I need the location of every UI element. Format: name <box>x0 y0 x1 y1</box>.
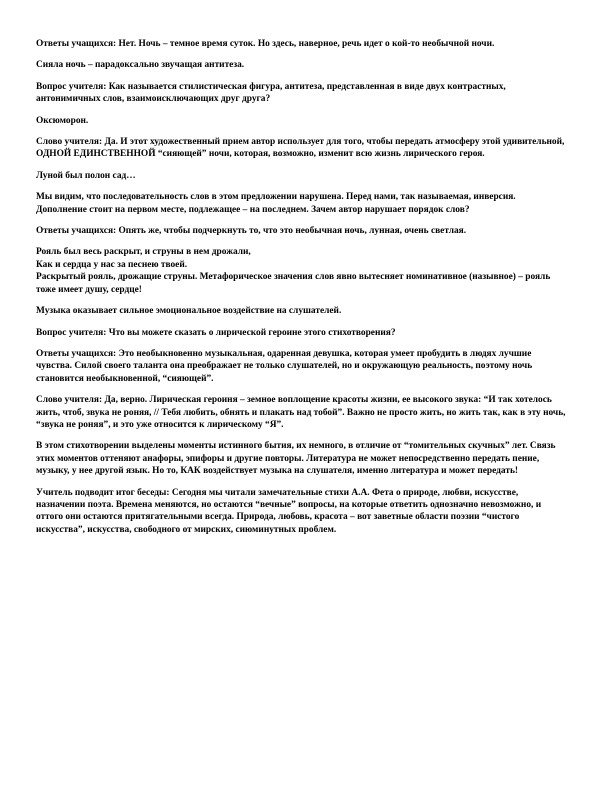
paragraph-teacher-question-figure: Вопрос учителя: Как называется стилистическая фигура, антитеза, представленная в виде двух контрастных, антонимичных слов, взаимоисключающих друг друга? <box>36 81 506 105</box>
paragraph-teacher-question-heroine: Вопрос учителя: Что вы можете сказать о лирической героине этого стихотворения? <box>36 327 396 338</box>
verse-line: Рояль был весь раскрыт, и струны в нем дрожали, <box>36 247 251 258</box>
paragraph-true-moments: В этом стихотворении выделены моменты истинного бытия, их немного, в отличие от “томительных скучных” лет. Связь этих моментов оттеняют анафоры, эпифоры и другие повторы. Литература не может непосредственно передать пение, музыку, у нее другой язык. Но то, КАК воздействует музыка на слушателя, именно литература и может передать! <box>36 441 556 477</box>
paragraph-teacher-word-device: Слово учителя: Да. И этот художественный прием автор использует для того, чтобы передать атмосферу этой удивительной, ОДНОЙ ЕДИНСТВЕННОЙ “сияющей” ночи, которая, возможно, изменит всю жизнь лирического героя. <box>36 137 565 160</box>
verse-comment: Раскрытый рояль, дрожащие струны. Метафорическое значения слов явно вытесняет номинативное (назывное) – рояль тоже имеет душу, сердце! <box>36 272 551 295</box>
document-page <box>36 38 566 545</box>
paragraph-student-answer-night: Ответы учащихся: Нет. Ночь – темное время суток. Но здесь, наверное, речь идет о кой-то необычной ночи. <box>36 39 495 49</box>
paragraph-music-impact: Музыка оказывает сильное эмоциональное воздействие на слушателей. <box>36 306 342 317</box>
verse-block <box>36 246 566 296</box>
paragraph-student-answer-moon: Ответы учащихся: Опять же, чтобы подчеркнуть то, что это необычная ночь, лунная, очень светлая. <box>36 226 467 237</box>
paragraph-teacher-word-heroine: Слово учителя: Да, верно. Лирическая героиня – земное воплощение красоты жизни, ее высокого звука: “И так хотелось жить, чтоб, звука не роняя, // Тебя любить, обнять и плакать над тобой”. Важно не просто жить, но жить так, как в эту ночь, “звука не роняя”, и это уже относится к лирическому “Я”. <box>36 395 566 430</box>
paragraph-teacher-summary: Учитель подводит итог беседы: Сегодня мы читали замечательные стихи А.А. Фета о природе, любви, искусстве, назначении поэта. Времена меняются, но остаются “вечные” вопросы, на которые ответить однозначно невозможно, и оттого они остаются притягательными всегда. Природа, любовь, красота – вот заветные области поэзии “чистого искусства”, искусства, свободного от мирских, сиюминутных проблем. <box>36 487 542 535</box>
paragraph-oxymoron-quote: Сияла ночь – парадоксально звучащая антитеза. <box>36 60 245 71</box>
verse-line: Как и сердца у нас за песнею твоей. <box>36 259 188 270</box>
paragraph-oxymoron-term: Оксюморон. <box>36 115 89 126</box>
paragraph-inversion: Мы видим, что последовательность слов в этом предложении нарушена. Перед нами, так называемая, инверсия. Дополнение стоит на первом месте, подлежащее – на последнем. Зачем автор нарушает порядок слов? <box>36 192 516 215</box>
paragraph-verse-garden: Луной был полон сад… <box>36 170 136 181</box>
paragraph-student-answer-heroine: Ответы учащихся: Это необыкновенно музыкальная, одаренная девушка, которая умеет пробудить в людях лучшие чувства. Силой своего таланта она преображает не только слушателей, но и окружающую реальность, поэтому ночь становится необыкновенной, “сияющей”. <box>36 348 533 384</box>
